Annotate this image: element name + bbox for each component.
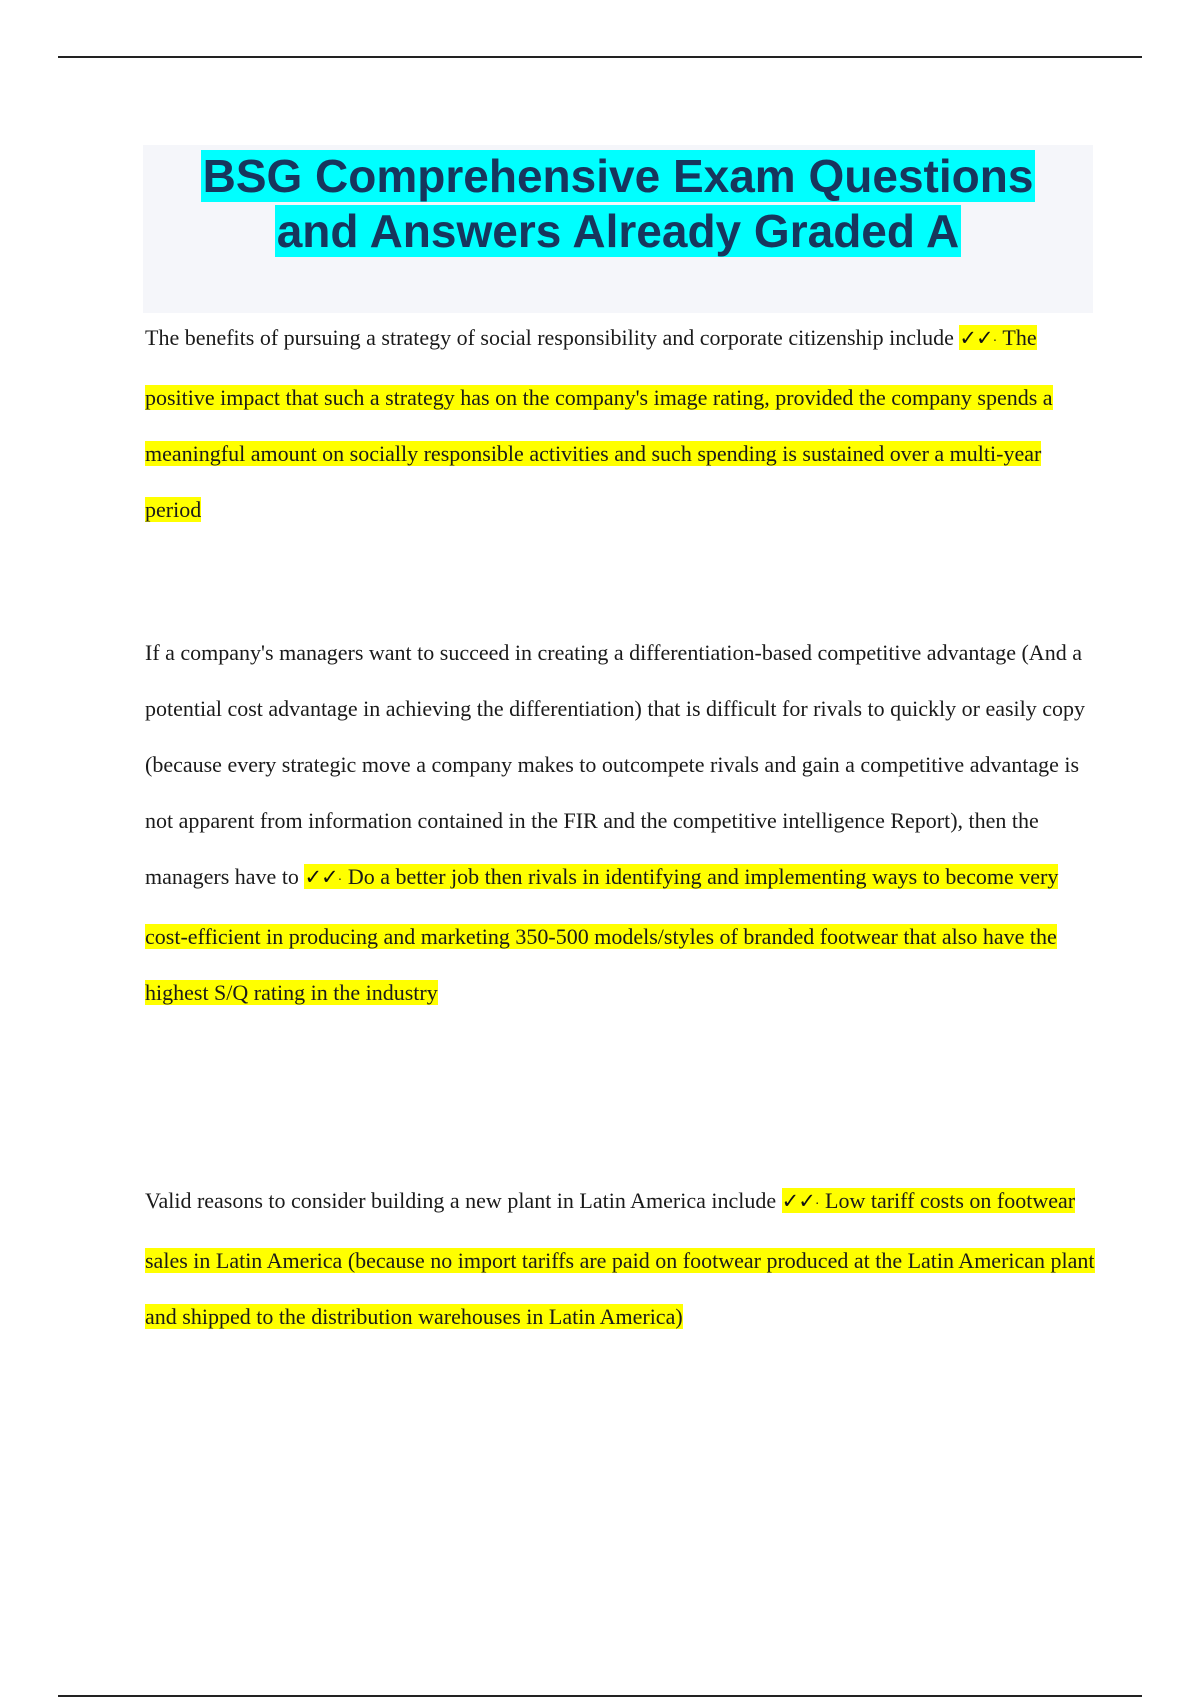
- question-text: The benefits of pursuing a strategy of social responsibility and corporate citizenship include: [145, 325, 954, 350]
- footer-rule: [58, 1695, 1142, 1697]
- qa-item: [145, 1173, 1095, 1345]
- title-block: [143, 145, 1093, 313]
- answer-highlight: [145, 325, 1053, 522]
- answer-text: Low tariff costs on footwear sales in Latin America (because no import tariffs are paid on footwear produced at the Latin American plant and shipped to the distribution warehouses in Latin America): [145, 1188, 1095, 1329]
- answer-text: The positive impact that such a strategy has on the company's image rating, provided the company spends a meaningful amount on socially responsible activities and such spending is sustained over a multi-year period: [145, 325, 1053, 522]
- document-title-line-2: and Answers Already Graded A: [276, 205, 960, 257]
- separator: ·: [814, 1197, 820, 1212]
- document-title: [143, 145, 1093, 259]
- header-rule: [58, 56, 1142, 58]
- separator: ·: [992, 334, 998, 349]
- question-text: If a company's managers want to succeed in creating a differentiation-based competitive advantage (And a potential cost advantage in achieving the differentiation) that is difficult for rivals to quickly or easily copy (because every strategic move a company makes to outcompete rivals and gain a competitive advantage is not apparent from information contained in the FIR and the competitive intelligence Report), then the managers have to: [145, 640, 1086, 889]
- separator: ·: [337, 873, 343, 888]
- qa-item: [145, 625, 1095, 1021]
- answer-text: Do a better job then rivals in identifying and implementing ways to become very cost-efficient in producing and marketing 350-500 models/styles of branded footwear that also have the highest S/Q rating in the industry: [145, 864, 1059, 1005]
- double-check-icon: ✓✓: [781, 1189, 815, 1213]
- qa-item: [145, 310, 1095, 538]
- double-check-icon: ✓✓: [959, 326, 993, 350]
- document-title-line-1: BSG Comprehensive Exam Questions: [202, 150, 1034, 202]
- question-text: Valid reasons to consider building a new plant in Latin America include: [145, 1188, 777, 1213]
- double-check-icon: ✓✓: [304, 865, 338, 889]
